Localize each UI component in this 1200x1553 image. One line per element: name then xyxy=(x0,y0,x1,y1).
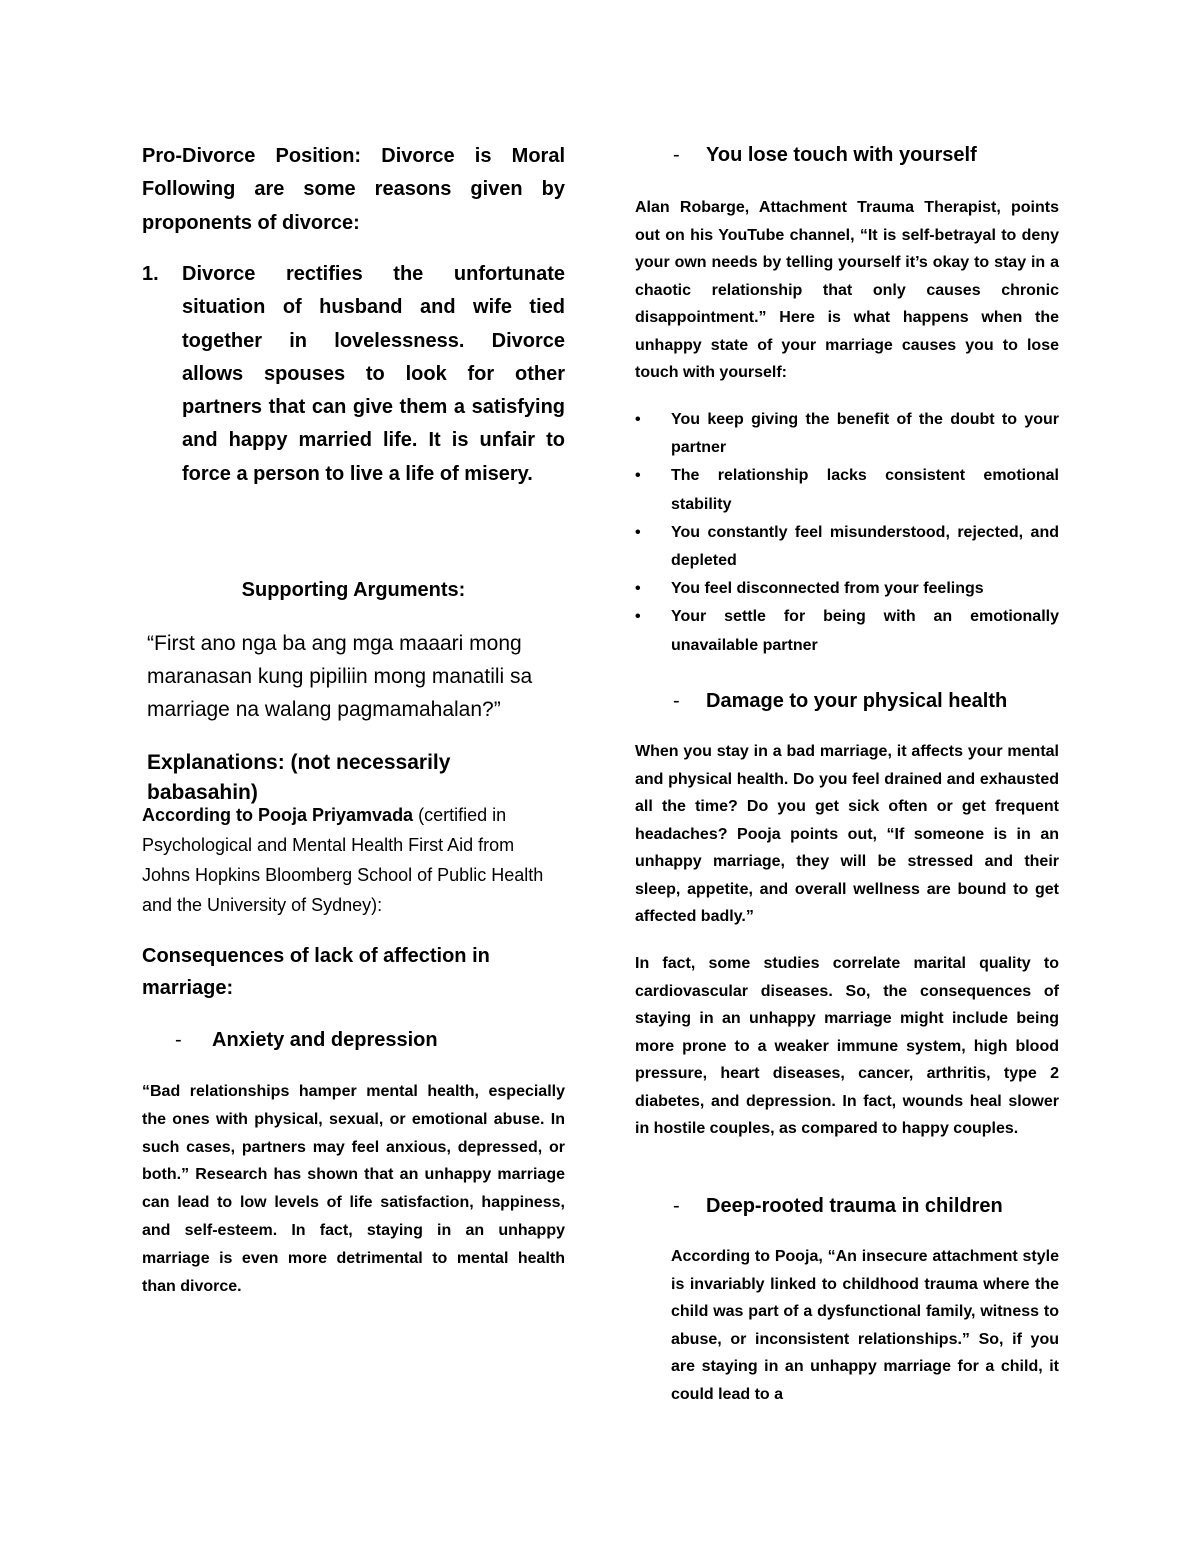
list-item-text: Divorce rectifies the unfortunate situation of husband and wife tied together in lovelessness. Divorce allows spouses to look for other partners that can give them a satisfying and happy married life. It is unfair to force a person to live a life of misery. xyxy=(182,263,565,485)
anxiety-paragraph: “Bad relationships hamper mental health, especially the ones with physical, sexual, or emotional abuse. In such cases, partners may feel anxious, depressed, or both.” Research has shown that an unhappy marriage can lead to low levels of life satisfaction, happiness, and self-esteem. In fact, staying in an unhappy marriage is even more detrimental to mental health than divorce. xyxy=(142,1083,565,1295)
bullet-icon: • xyxy=(635,523,641,541)
according-paragraph xyxy=(142,800,555,920)
dash-marker: - xyxy=(673,1195,680,1217)
bullet-icon: • xyxy=(635,608,641,626)
bullet-text: You constantly feel misunderstood, rejected, and depleted xyxy=(671,523,1059,570)
list-number: 1. xyxy=(142,263,159,285)
lose-touch-paragraph: Alan Robarge, Attachment Trauma Therapist, points out on his YouTube channel, “It is self-betrayal to deny your own needs by telling yourself it’s okay to stay in a chaotic relationship that only causes chronic disappointment.” Here is what happens when the unhappy state of your marriage causes you to lose touch with yourself: xyxy=(635,199,1059,381)
list-item xyxy=(635,519,1059,575)
quote-text: “First ano nga ba ang mga maaari mong maranasan kung pipiliin mong manatili sa marriage na walang pagmamahalan?” xyxy=(147,632,533,721)
physical-paragraph-2: In fact, some studies correlate marital quality to cardiovascular diseases. So, the consequences of staying in an unhappy marriage might include being more prone to a weaker immune system, high blood pressure, heart diseases, cancer, arthritis, type 2 diabetes, and depression. In fact, wounds heal slower in hostile couples, as compared to happy couples. xyxy=(635,955,1059,1137)
according-credentials: (certified in Psychological and Mental Health First Aid from Johns Hopkins Bloomberg School of Public Health and the University of Sydney): xyxy=(142,805,544,915)
trauma-paragraph: According to Pooja, “An insecure attachment style is invariably linked to childhood trauma where the child was part of a dysfunctional family, witness to abuse, or inconsistent relationships.” So, if you are staying in an unhappy marriage for a child, it could lead to a xyxy=(671,1248,1059,1403)
supporting-heading: Supporting Arguments: xyxy=(241,579,466,601)
bullet-icon: • xyxy=(635,467,641,485)
bullet-icon: • xyxy=(635,580,641,598)
bullet-icon: • xyxy=(635,411,641,428)
trauma-heading-text: Deep-rooted trauma in children xyxy=(706,1195,1003,1217)
physical-paragraph-1: When you stay in a bad marriage, it affects your mental and physical health. Do you feel drained and exhausted all the time? Do you get sick often or get frequent headaches? Pooja points out, “If someone is in an unhappy marriage, they will be stressed and their sleep, appetite, and overall wellness are bound to get affected badly.” xyxy=(635,743,1059,925)
list-item xyxy=(635,462,1059,518)
list-item xyxy=(635,575,1059,603)
bullet-text: You keep giving the benefit of the doubt to your partner xyxy=(671,411,1059,457)
physical-heading-text: Damage to your physical health xyxy=(706,690,1008,712)
dash-marker: - xyxy=(175,1029,182,1051)
physical-heading xyxy=(635,687,1059,715)
dash-marker: - xyxy=(673,144,680,166)
anxiety-heading-text: Anxiety and depression xyxy=(212,1029,438,1051)
lose-touch-heading xyxy=(635,141,1059,169)
numbered-list-item xyxy=(142,258,565,491)
bullet-text: Your settle for being with an emotionally unavailable partner xyxy=(671,608,1059,654)
trauma-heading xyxy=(635,1192,1059,1220)
page-title: Pro-Divorce Position: Divorce is Moral Following are some reasons given by proponents of divorce: xyxy=(142,145,565,234)
dash-marker: - xyxy=(673,690,680,712)
according-name: According to Pooja Priyamvada xyxy=(142,805,414,825)
lose-touch-heading-text: You lose touch with yourself xyxy=(706,144,977,166)
list-item xyxy=(635,603,1059,659)
anxiety-heading xyxy=(142,1026,565,1054)
bullet-text: The relationship lacks consistent emotional stability xyxy=(671,467,1059,513)
bullet-text: You feel disconnected from your feelings xyxy=(671,580,984,598)
explanations-heading: Explanations: (not necessarily babasahin) xyxy=(147,751,451,804)
list-item xyxy=(635,406,1059,462)
consequences-heading: Consequences of lack of affection in marriage: xyxy=(142,945,490,999)
bullet-list xyxy=(635,406,1059,660)
